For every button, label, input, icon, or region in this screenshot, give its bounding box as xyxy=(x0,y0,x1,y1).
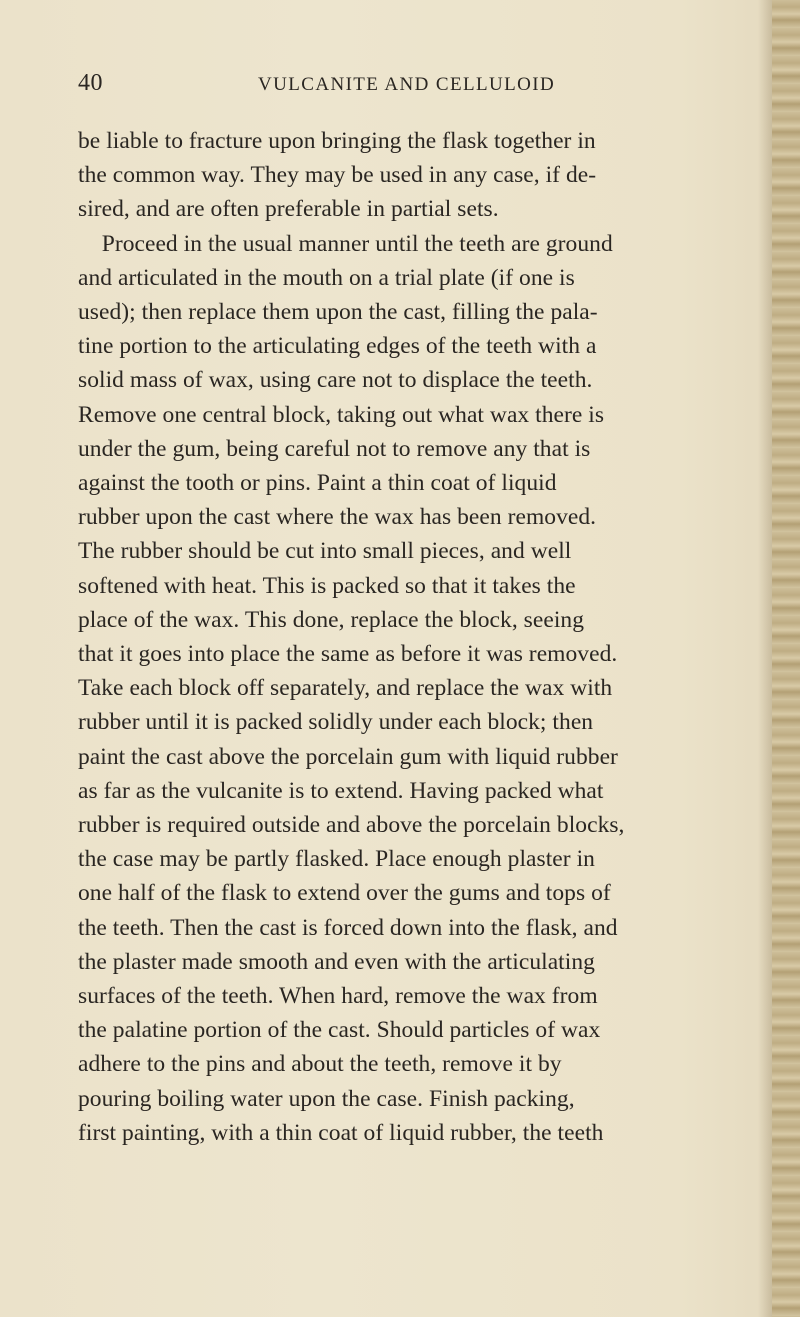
text-line: softened with heat. This is packed so that it takes the xyxy=(78,572,576,599)
running-head: VULCANITE AND CELLULOID xyxy=(258,74,556,95)
text-line: adhere to the pins and about the teeth, remove it by xyxy=(78,1051,562,1078)
text-line: Proceed in the usual manner until the teeth are ground xyxy=(78,230,613,257)
text-line: tine portion to the articulating edges of the teeth with a xyxy=(78,333,597,360)
text-line: surfaces of the teeth. When hard, remove the wax from xyxy=(78,983,598,1010)
binding-shadow xyxy=(758,0,772,1317)
text-line: be liable to fracture upon bringing the flask together in xyxy=(78,128,596,154)
text-line: the teeth. Then the cast is forced down into the flask, and xyxy=(78,914,618,941)
text-line: the common way. They may be used in any case, if de- xyxy=(78,162,597,189)
text-line: that it goes into place the same as before it was removed. xyxy=(78,641,618,668)
text-line: rubber upon the cast where the wax has been removed. xyxy=(78,504,597,531)
text-line: sired, and are often preferable in partial sets. xyxy=(78,196,499,223)
text-line: The rubber should be cut into small pieces, and well xyxy=(78,538,572,565)
page-header xyxy=(78,70,738,104)
text-line: rubber until it is packed solidly under each block; then xyxy=(78,709,594,736)
page-binding-edge xyxy=(772,0,800,1317)
text-line: rubber is required outside and above the porcelain blocks, xyxy=(78,812,625,839)
text-line: Remove one central block, taking out what wax there is xyxy=(78,401,605,428)
text-line: and articulated in the mouth on a trial plate (if one is xyxy=(78,264,575,291)
text-line: one half of the flask to extend over the gums and tops of xyxy=(78,880,611,907)
text-line: the case may be partly flasked. Place enough plaster in xyxy=(78,846,595,873)
body-text xyxy=(78,124,742,1150)
text-line: paint the cast above the porcelain gum with liquid rubber xyxy=(78,743,618,770)
text-line: the plaster made smooth and even with the articulating xyxy=(78,948,595,975)
text-line: as far as the vulcanite is to extend. Having packed what xyxy=(78,777,604,804)
text-line: pouring boiling water upon the case. Finish packing, xyxy=(78,1085,575,1112)
text-line: first painting, with a thin coat of liquid rubber, the teeth xyxy=(78,1119,604,1146)
text-line: Take each block off separately, and replace the wax with xyxy=(78,675,613,702)
text-line: place of the wax. This done, replace the block, seeing xyxy=(78,606,585,633)
text-line: used); then replace them upon the cast, filling the pala- xyxy=(78,299,598,326)
text-line: the palatine portion of the cast. Should particles of wax xyxy=(78,1017,601,1044)
text-line: under the gum, being careful not to remove any that is xyxy=(78,435,591,462)
page-number: 40 xyxy=(78,70,103,96)
text-line: against the tooth or pins. Paint a thin coat of liquid xyxy=(78,470,557,497)
text-line: solid mass of wax, using care not to displace the teeth. xyxy=(78,367,593,394)
